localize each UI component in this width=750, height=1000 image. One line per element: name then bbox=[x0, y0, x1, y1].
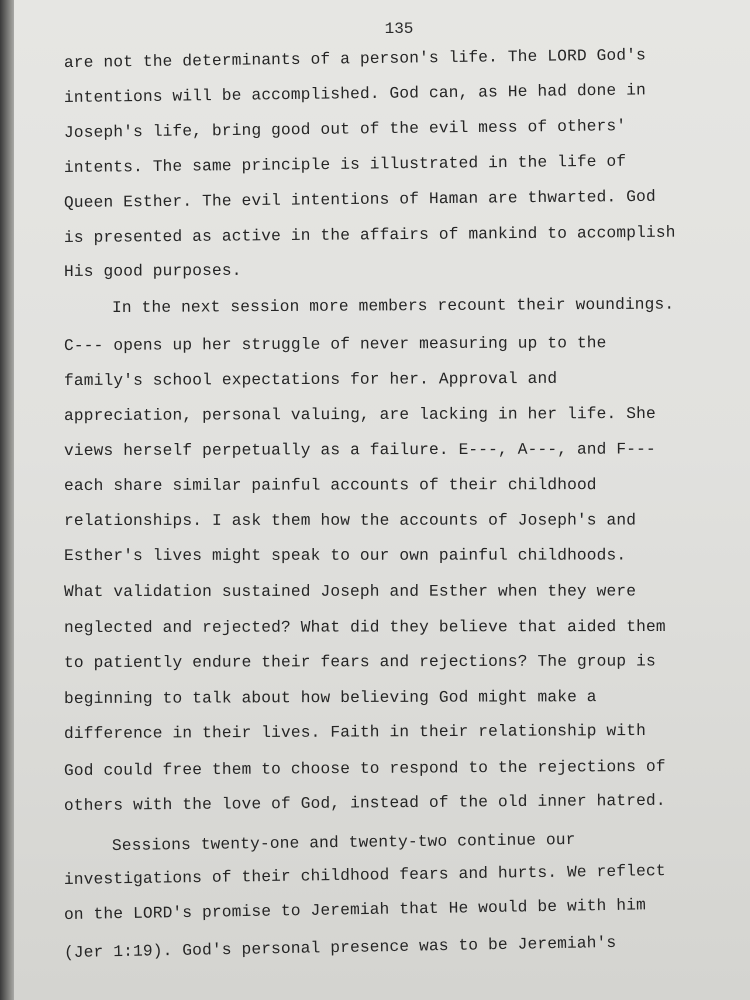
text-line: Sessions twenty-one and twenty-two continue our bbox=[111, 830, 576, 855]
text-line: Joseph's life, bring good out of the evil mess of others' bbox=[63, 117, 627, 142]
text-line: on the LORD's promise to Jeremiah that He would be with him bbox=[63, 896, 647, 924]
text-line: relationships. I ask them how the accounts of Joseph's and bbox=[63, 511, 637, 530]
text-line: beginning to talk about how believing God might make a bbox=[63, 688, 597, 708]
text-line: neglected and rejected? What did they believe that aided them bbox=[63, 617, 666, 637]
text-line: is presented as active in the affairs of mankind to accomplish bbox=[63, 223, 676, 247]
text-line: to patiently endure their fears and rejections? The group is bbox=[63, 652, 656, 672]
page-number: 135 bbox=[384, 20, 414, 38]
document-page bbox=[14, 0, 750, 1000]
text-line: views herself perpetually as a failure. E---, A---, and F--- bbox=[63, 440, 656, 460]
text-line: Queen Esther. The evil intentions of Haman are thwarted. God bbox=[63, 187, 656, 212]
text-line: God could free them to choose to respond to the rejections of bbox=[63, 757, 666, 780]
text-line: His good purposes. bbox=[63, 261, 242, 281]
text-line: difference in their lives. Faith in their relationship with bbox=[63, 721, 647, 743]
text-line: intentions will be accomplished. God can, as He had done in bbox=[63, 81, 647, 107]
text-line: What validation sustained Joseph and Esther when they were bbox=[63, 582, 637, 601]
text-line: C--- opens up her struggle of never measuring up to the bbox=[63, 334, 607, 355]
text-line: intents. The same principle is illustrated in the life of bbox=[63, 152, 627, 177]
text-line: Esther's lives might speak to our own painful childhoods. bbox=[63, 546, 627, 565]
text-line: each share similar painful accounts of their childhood bbox=[63, 476, 597, 495]
text-line: family's school expectations for her. Approval and bbox=[63, 369, 558, 390]
text-line: investigations of their childhood fears and hurts. We reflect bbox=[63, 862, 666, 889]
text-line: In the next session more members recount their woundings. bbox=[111, 295, 675, 317]
text-line: are not the determinants of a person's life. The LORD God's bbox=[63, 46, 647, 72]
text-line: appreciation, personal valuing, are lacking in her life. She bbox=[63, 404, 656, 425]
text-line: others with the love of God, instead of the old inner hatred. bbox=[63, 791, 666, 815]
text-line: (Jer 1:19). God's personal presence was to be Jeremiah's bbox=[63, 933, 617, 962]
